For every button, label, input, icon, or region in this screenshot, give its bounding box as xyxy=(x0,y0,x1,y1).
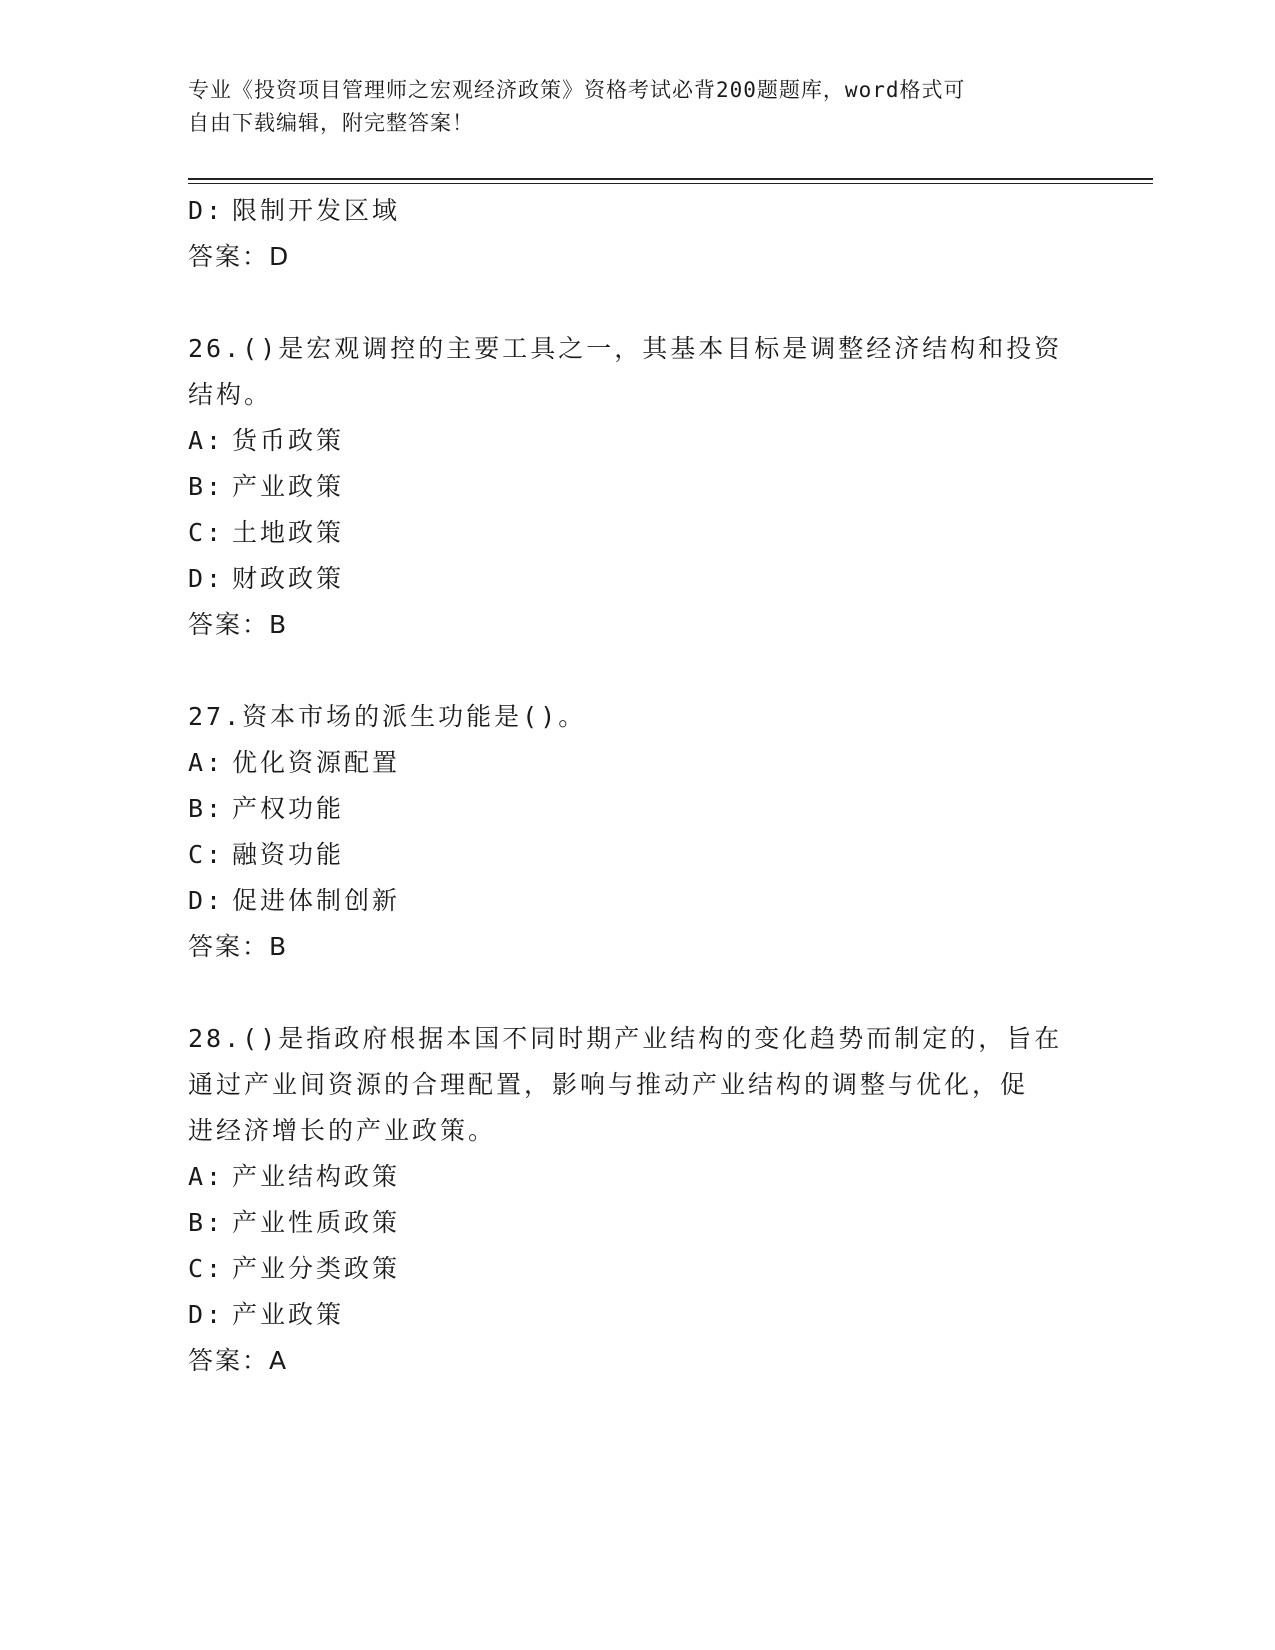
option-letter: D: xyxy=(188,1300,225,1329)
option-text: 货币政策 xyxy=(232,426,345,455)
question-28 xyxy=(188,1016,1078,1384)
option-c xyxy=(188,510,1078,556)
option-d xyxy=(188,556,1078,602)
option-letter: C: xyxy=(188,518,225,547)
option-a xyxy=(188,1154,1078,1200)
option-d xyxy=(188,878,1078,924)
spacer xyxy=(188,280,1078,326)
option-text: 产业政策 xyxy=(232,1300,345,1329)
option-text: 土地政策 xyxy=(232,518,345,547)
option-d xyxy=(188,1292,1078,1338)
question-stem: 26.()是宏观调控的主要工具之一，其基本目标是调整经济结构和投资 xyxy=(188,334,1063,363)
question-stem: 28.()是指政府根据本国不同时期产业结构的变化趋势而制定的，旨在 xyxy=(188,1024,1063,1053)
header-line-2: 自由下载编辑，附完整答案！ xyxy=(188,111,474,135)
option-letter: A: xyxy=(188,748,225,777)
option-c xyxy=(188,832,1078,878)
option-letter: A: xyxy=(188,1162,225,1191)
option-text: 产业性质政策 xyxy=(232,1208,401,1237)
answer: 答案：B xyxy=(188,932,289,961)
prev-answer: 答案：D xyxy=(188,242,291,271)
option-letter: A: xyxy=(188,426,225,455)
option-b xyxy=(188,786,1078,832)
prev-option-d xyxy=(188,188,1078,234)
option-b xyxy=(188,464,1078,510)
question-27 xyxy=(188,694,1078,970)
option-letter: D: xyxy=(188,886,225,915)
option-a xyxy=(188,418,1078,464)
option-c xyxy=(188,1246,1078,1292)
spacer xyxy=(188,648,1078,694)
option-letter: C: xyxy=(188,840,225,869)
option-letter: C: xyxy=(188,1254,225,1283)
spacer xyxy=(188,970,1078,1016)
option-text: 限制开发区域 xyxy=(232,196,401,225)
question-26 xyxy=(188,326,1078,648)
option-letter: D: xyxy=(188,196,225,225)
question-list xyxy=(188,188,1078,1384)
option-letter: B: xyxy=(188,1208,225,1237)
option-a xyxy=(188,740,1078,786)
option-letter: B: xyxy=(188,472,225,501)
option-text: 融资功能 xyxy=(232,840,345,869)
question-stem-cont: 结构。 xyxy=(188,380,273,409)
question-stem: 27.资本市场的派生功能是()。 xyxy=(188,702,587,731)
option-text: 产业分类政策 xyxy=(232,1254,401,1283)
option-text: 优化资源配置 xyxy=(232,748,401,777)
option-b xyxy=(188,1200,1078,1246)
option-text: 产业结构政策 xyxy=(232,1162,401,1191)
header-divider-thick xyxy=(188,178,1153,180)
option-letter: B: xyxy=(188,794,225,823)
header-divider-thin xyxy=(188,183,1153,184)
option-text: 促进体制创新 xyxy=(232,886,401,915)
option-text: 产权功能 xyxy=(232,794,345,823)
question-stem-cont: 进经济增长的产业政策。 xyxy=(188,1116,497,1145)
document-header xyxy=(188,74,1068,140)
question-stem-cont: 通过产业间资源的合理配置，影响与推动产业结构的调整与优化，促 xyxy=(188,1070,1029,1099)
option-text: 财政政策 xyxy=(232,564,345,593)
option-text: 产业政策 xyxy=(232,472,345,501)
option-letter: D: xyxy=(188,564,225,593)
answer: 答案：B xyxy=(188,610,289,639)
header-line-1: 专业《投资项目管理师之宏观经济政策》资格考试必背200题题库，word格式可 xyxy=(188,78,966,102)
answer: 答案：A xyxy=(188,1346,289,1375)
